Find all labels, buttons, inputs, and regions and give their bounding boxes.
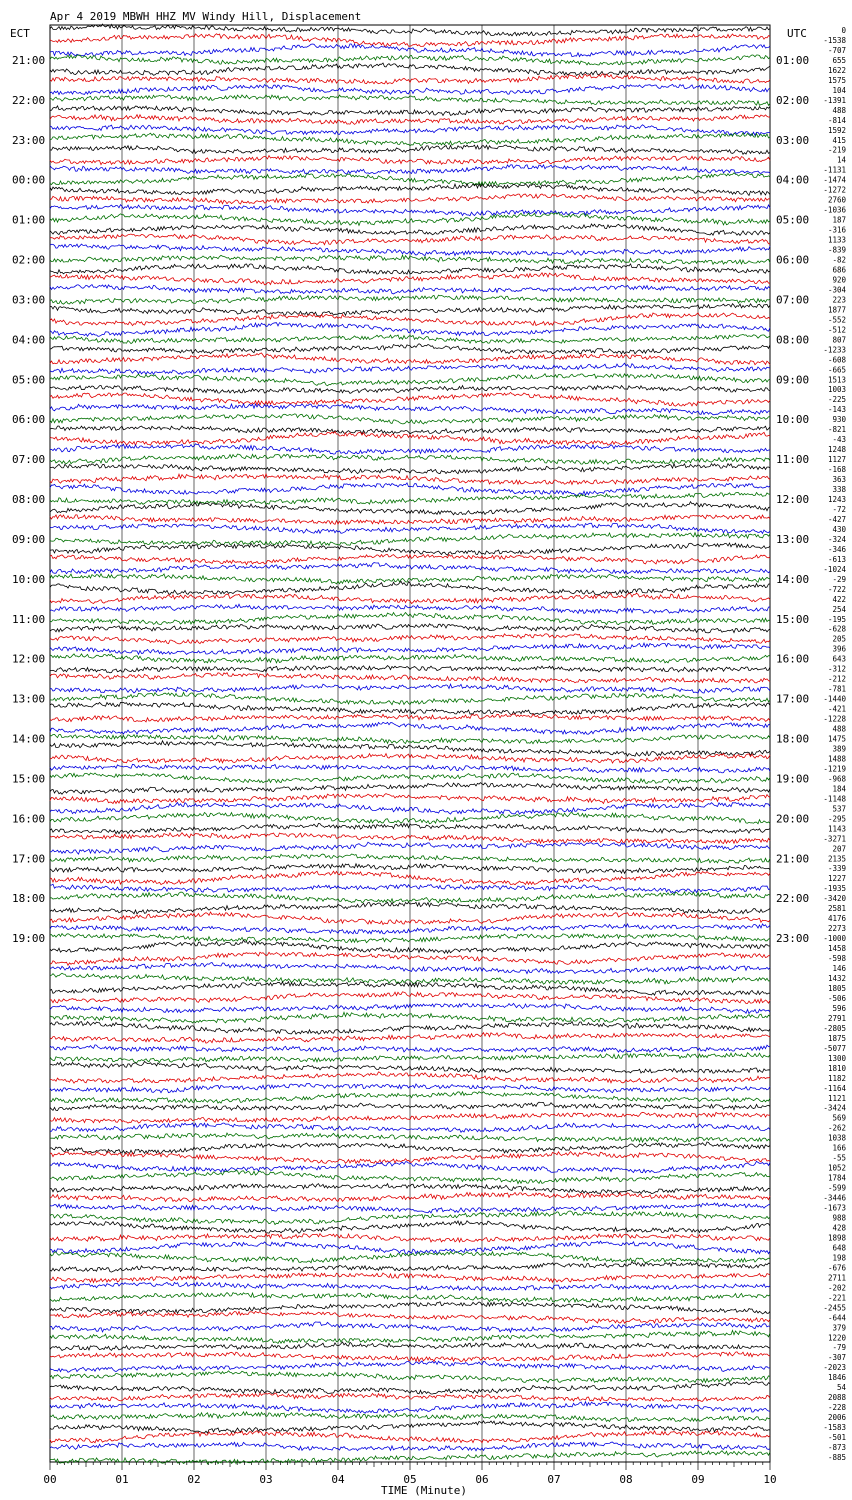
trace-offset-label: -79 — [832, 1343, 846, 1353]
trace-offset-label: -3271 — [823, 834, 846, 844]
right-hour-label: 04:00 — [776, 173, 810, 187]
trace-offset-label: 146 — [832, 964, 846, 973]
left-hour-label: 04:00 — [12, 333, 46, 347]
trace-offset-label: -1148 — [823, 794, 846, 804]
right-hour-label: 05:00 — [776, 213, 810, 227]
left-hour-label: 12:00 — [12, 652, 46, 666]
left-hour-label: 00:00 — [12, 173, 46, 187]
trace-offset-label: -3420 — [823, 894, 846, 904]
x-tick-label: 02 — [187, 1473, 201, 1486]
trace-offset-label: -5077 — [823, 1043, 846, 1053]
trace-offset-label: 254 — [832, 604, 846, 614]
trace-offset-label: 205 — [832, 634, 846, 644]
left-hour-label: 13:00 — [12, 692, 46, 706]
right-hour-label: 09:00 — [776, 373, 810, 387]
chart-title: Apr 4 2019 MBWH HHZ MV Windy Hill, Displacement — [50, 10, 362, 23]
right-hour-label: 02:00 — [776, 93, 810, 107]
trace-offset-label: -501 — [827, 1433, 846, 1443]
trace-offset-label: -598 — [827, 954, 846, 964]
trace-offset-label: 396 — [832, 644, 846, 654]
right-hour-label: 03:00 — [776, 133, 810, 147]
trace-offset-label: 207 — [832, 844, 846, 854]
trace-offset-label: 430 — [832, 524, 846, 534]
trace-offset-label: -814 — [827, 115, 846, 125]
left-hour-label: 23:00 — [12, 133, 46, 147]
trace-offset-label: -228 — [827, 1403, 846, 1413]
trace-offset-label: 1805 — [827, 984, 846, 993]
trace-offset-label: 1877 — [827, 305, 846, 315]
trace-offset-label: -676 — [827, 1263, 846, 1273]
trace-offset-label: 1475 — [827, 734, 846, 744]
trace-offset-label: -644 — [827, 1313, 846, 1323]
right-hour-label: 08:00 — [776, 333, 810, 347]
trace-offset-label: 648 — [832, 1243, 846, 1253]
trace-offset-label: -599 — [827, 1183, 846, 1193]
right-hour-label: 17:00 — [776, 692, 810, 706]
trace-offset-label: -221 — [827, 1293, 846, 1303]
trace-offset-label: -1219 — [823, 764, 846, 774]
trace-offset-label: 569 — [832, 1113, 846, 1123]
trace-offset-label: 1784 — [827, 1173, 846, 1183]
trace-offset-label: -781 — [827, 684, 846, 694]
trace-offset-label: -143 — [827, 405, 846, 415]
trace-offset-label: 1810 — [827, 1063, 846, 1073]
trace-offset-label: -628 — [827, 624, 846, 634]
trace-offset-label: -665 — [827, 365, 846, 375]
left-hour-label: 16:00 — [12, 812, 46, 826]
trace-offset-label: -72 — [832, 505, 846, 514]
trace-offset-label: 655 — [832, 55, 846, 65]
trace-offset-label: -968 — [827, 774, 846, 784]
trace-offset-label: 1575 — [827, 75, 846, 85]
trace-offset-label: -262 — [827, 1123, 846, 1133]
trace-offset-label: 686 — [832, 265, 846, 275]
right-hour-label: 01:00 — [776, 53, 810, 67]
trace-offset-label: 2791 — [827, 1013, 846, 1023]
trace-offset-label: 1622 — [827, 65, 846, 75]
trace-offset-label: 920 — [832, 275, 846, 285]
trace-offset-label: -346 — [827, 544, 846, 554]
right-hour-label: 23:00 — [776, 932, 810, 946]
trace-offset-label: 537 — [832, 804, 846, 814]
trace-offset-label: 379 — [832, 1323, 846, 1333]
trace-offset-label: 54 — [836, 1383, 846, 1393]
trace-offset-label: -1228 — [823, 714, 846, 724]
left-hour-label: 19:00 — [12, 932, 46, 946]
trace-offset-label: 1875 — [827, 1033, 846, 1043]
trace-offset-label: 1127 — [827, 455, 846, 465]
left-hour-label: 15:00 — [12, 772, 46, 786]
trace-offset-label: -82 — [832, 255, 846, 265]
trace-offset-label: -307 — [827, 1353, 846, 1363]
trace-offset-label: -2023 — [823, 1363, 846, 1373]
trace-offset-label: 415 — [832, 135, 846, 145]
trace-offset-label: -312 — [827, 664, 846, 674]
trace-offset-label: 1300 — [827, 1053, 846, 1063]
trace-offset-label: -225 — [827, 395, 846, 405]
left-hour-label: 01:00 — [12, 213, 46, 227]
trace-offset-label: 930 — [832, 415, 846, 425]
left-hour-label: 06:00 — [12, 413, 46, 427]
trace-offset-label: -821 — [827, 425, 846, 435]
trace-offset-label: 2760 — [827, 195, 846, 205]
trace-offset-label: -613 — [827, 554, 846, 564]
right-hour-label: 15:00 — [776, 612, 810, 626]
trace-offset-label: -1164 — [823, 1083, 846, 1093]
trace-offset-label: 1182 — [827, 1073, 846, 1083]
x-axis-label: TIME (Minute) — [380, 1484, 468, 1497]
right-hour-label: 07:00 — [776, 293, 810, 307]
trace-offset-label: -295 — [827, 814, 846, 824]
trace-offset-label: -304 — [827, 285, 846, 295]
x-tick-label: 03 — [259, 1473, 273, 1486]
trace-offset-label: -873 — [827, 1443, 846, 1452]
trace-offset-label: -608 — [827, 355, 846, 365]
trace-offset-label: -722 — [827, 584, 846, 594]
left-hour-label: 14:00 — [12, 732, 46, 746]
trace-offset-label: -552 — [827, 315, 846, 325]
trace-offset-label: -512 — [827, 325, 846, 335]
trace-offset-label: -1272 — [823, 185, 846, 195]
trace-offset-label: -885 — [827, 1453, 846, 1462]
trace-offset-label: -55 — [832, 1153, 846, 1163]
trace-offset-label: -339 — [827, 864, 846, 874]
trace-offset-label: 187 — [832, 215, 846, 225]
trace-offset-label: 2006 — [827, 1413, 846, 1423]
left-hour-label: 21:00 — [12, 53, 46, 67]
right-timezone-label: UTC — [787, 27, 807, 40]
trace-offset-label: 2581 — [827, 904, 846, 914]
trace-offset-label: 988 — [832, 1213, 846, 1223]
trace-offset-label: 1248 — [827, 445, 846, 455]
trace-offset-label: -427 — [827, 515, 846, 524]
trace-offset-label: 643 — [832, 654, 846, 664]
trace-offset-label: -1233 — [823, 345, 846, 355]
left-hour-label: 07:00 — [12, 453, 46, 467]
left-hour-label: 11:00 — [12, 612, 46, 626]
trace-offset-label: 1592 — [827, 125, 846, 135]
right-hour-label: 21:00 — [776, 852, 810, 866]
right-hour-label: 14:00 — [776, 572, 810, 586]
trace-offset-label: 4176 — [827, 914, 846, 924]
trace-offset-label: 184 — [832, 784, 846, 794]
trace-offset-label: -1474 — [823, 175, 846, 185]
trace-offset-label: -2455 — [823, 1303, 846, 1313]
x-tick-label: 01 — [115, 1473, 129, 1486]
right-hour-label: 20:00 — [776, 812, 810, 826]
trace-offset-label: -2805 — [823, 1023, 846, 1033]
trace-offset-label: 488 — [832, 724, 846, 734]
trace-offset-label: 2711 — [827, 1273, 846, 1283]
x-tick-label: 00 — [43, 1473, 57, 1486]
trace-offset-label: 389 — [832, 744, 846, 754]
trace-offset-label: 14 — [836, 155, 846, 165]
trace-offset-label: 338 — [832, 485, 846, 494]
trace-offset-label: 1513 — [827, 375, 846, 385]
x-tick-label: 06 — [475, 1473, 489, 1486]
trace-offset-label: 104 — [832, 85, 846, 95]
left-hour-label: 03:00 — [12, 293, 46, 307]
trace-offset-label: 1458 — [827, 944, 846, 954]
trace-offset-label: 0 — [841, 26, 846, 35]
left-hour-label: 10:00 — [12, 572, 46, 586]
left-hour-label: 09:00 — [12, 532, 46, 546]
right-hour-label: 11:00 — [776, 453, 810, 467]
left-hour-label: 18:00 — [12, 892, 46, 906]
trace-offset-label: -195 — [827, 614, 846, 624]
trace-offset-label: -1391 — [823, 95, 846, 105]
trace-offset-label: -1131 — [823, 165, 846, 175]
trace-offset-label: 422 — [832, 594, 846, 604]
x-tick-label: 07 — [547, 1473, 561, 1486]
trace-offset-label: -324 — [827, 534, 846, 544]
trace-offset-label: 2135 — [827, 854, 846, 864]
trace-offset-label: 807 — [832, 335, 846, 345]
trace-offset-label: 223 — [832, 295, 846, 305]
x-tick-label: 05 — [403, 1473, 417, 1486]
trace-offset-label: -219 — [827, 145, 846, 155]
trace-offset-label: 1133 — [827, 235, 846, 245]
right-hour-label: 18:00 — [776, 732, 810, 746]
right-hour-label: 19:00 — [776, 772, 810, 786]
trace-offset-label: -1935 — [823, 884, 846, 894]
x-tick-label: 08 — [619, 1473, 633, 1486]
trace-offset-label: 1143 — [827, 824, 846, 834]
x-tick-label: 10 — [763, 1473, 777, 1486]
trace-offset-label: -202 — [827, 1283, 846, 1293]
trace-offset-label: -1538 — [823, 36, 846, 45]
trace-offset-label: 166 — [832, 1143, 846, 1153]
trace-offset-label: 198 — [832, 1253, 846, 1263]
trace-offset-label: 2273 — [827, 924, 846, 934]
trace-offset-label: -1036 — [823, 205, 846, 215]
trace-offset-label: 1121 — [827, 1093, 846, 1103]
trace-offset-label: 428 — [832, 1223, 846, 1233]
trace-offset-label: 1003 — [827, 385, 846, 395]
x-tick-label: 04 — [331, 1473, 345, 1486]
trace-offset-label: -506 — [827, 994, 846, 1003]
trace-offset-label: 2088 — [827, 1393, 846, 1403]
trace-offset-label: 1432 — [827, 974, 846, 983]
trace-offset-label: -3424 — [823, 1103, 846, 1113]
right-hour-label: 16:00 — [776, 652, 810, 666]
right-hour-label: 12:00 — [776, 493, 810, 506]
left-hour-label: 08:00 — [12, 493, 46, 506]
trace-offset-label: -1673 — [823, 1203, 846, 1213]
trace-offset-label: -1000 — [823, 934, 846, 944]
trace-offset-label: -839 — [827, 245, 846, 255]
trace-offset-label: -3446 — [823, 1193, 846, 1203]
left-timezone-label: ECT — [10, 27, 30, 40]
trace-offset-label: 1227 — [827, 874, 846, 884]
trace-offset-label: 1846 — [827, 1373, 846, 1383]
trace-offset-label: -43 — [832, 435, 846, 445]
trace-offset-label: 1038 — [827, 1133, 846, 1143]
trace-offset-label: -1583 — [823, 1423, 846, 1433]
trace-offset-label: 1243 — [827, 495, 846, 504]
trace-offset-label: 488 — [832, 105, 846, 115]
left-hour-label: 22:00 — [12, 93, 46, 107]
trace-offset-label: -212 — [827, 674, 846, 684]
trace-offset-label: -421 — [827, 704, 846, 714]
left-hour-label: 02:00 — [12, 253, 46, 267]
trace-offset-label: 1898 — [827, 1233, 846, 1243]
right-hour-label: 10:00 — [776, 413, 810, 427]
trace-offset-label: -29 — [832, 574, 846, 584]
trace-offset-label: 1488 — [827, 754, 846, 764]
trace-offset-label: 1220 — [827, 1333, 846, 1343]
right-hour-label: 22:00 — [776, 892, 810, 906]
trace-offset-label: 1052 — [827, 1163, 846, 1173]
trace-offset-label: -707 — [827, 45, 846, 55]
x-tick-label: 09 — [691, 1473, 705, 1486]
trace-offset-label: -1440 — [823, 694, 846, 704]
trace-offset-label: 596 — [832, 1003, 846, 1013]
trace-offset-label: -168 — [827, 465, 846, 475]
left-hour-label: 17:00 — [12, 852, 46, 866]
left-hour-label: 05:00 — [12, 373, 46, 387]
trace-offset-label: 363 — [832, 475, 846, 485]
trace-offset-label: -1024 — [823, 564, 846, 574]
right-hour-label: 06:00 — [776, 253, 810, 267]
trace-offset-label: -316 — [827, 225, 846, 235]
right-hour-label: 13:00 — [776, 532, 810, 546]
